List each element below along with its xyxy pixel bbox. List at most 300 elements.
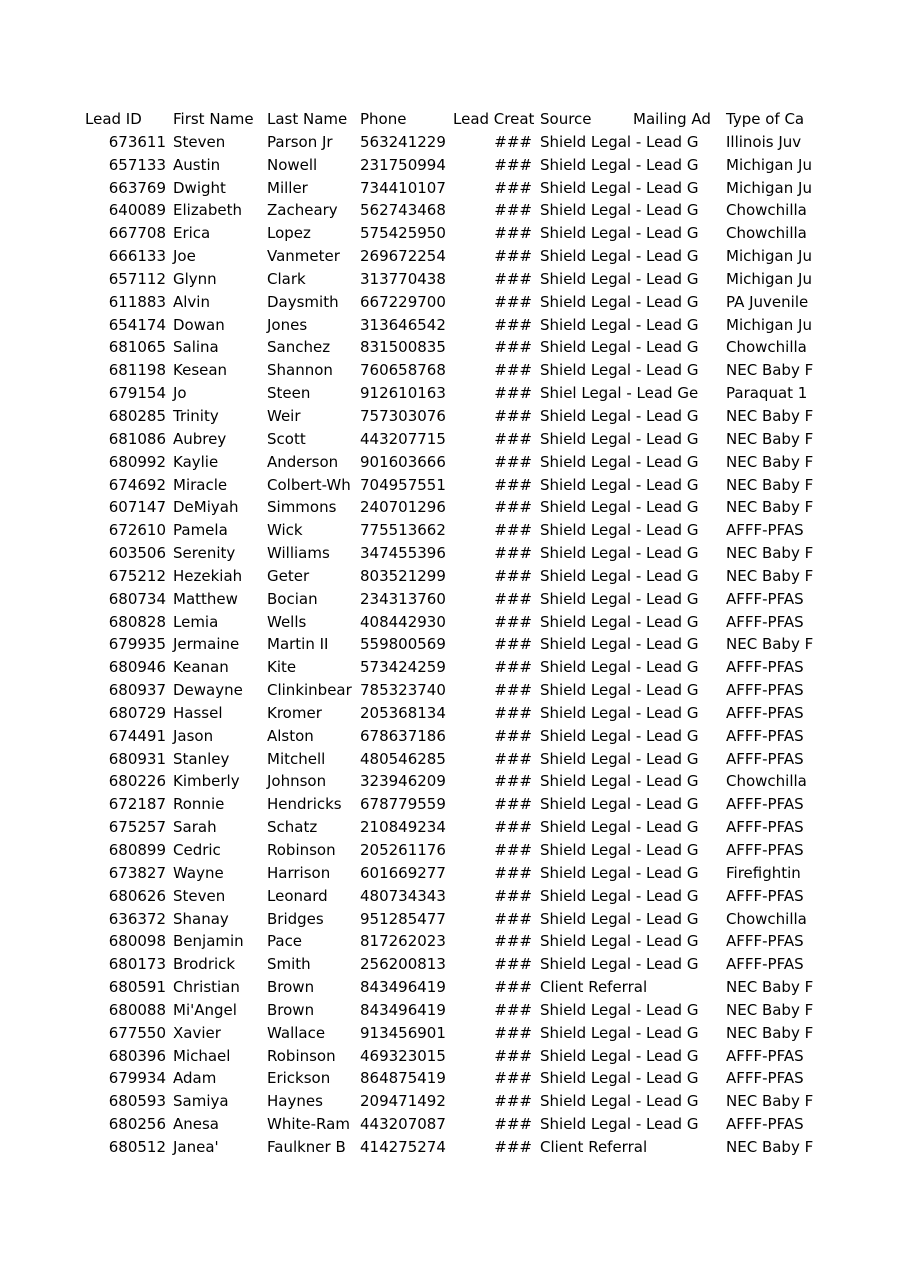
- cell-first-name[interactable]: Kaylie: [173, 452, 219, 471]
- cell-lead-created[interactable]: ###: [494, 384, 532, 403]
- cell-first-name[interactable]: Steven: [173, 886, 226, 905]
- cell-first-name[interactable]: Serenity: [173, 544, 236, 563]
- cell-lead-created[interactable]: ###: [494, 772, 532, 791]
- cell-first-name[interactable]: Elizabeth: [173, 201, 243, 220]
- cell-first-name[interactable]: Dewayne: [173, 681, 243, 700]
- cell-last-name[interactable]: Johnson: [267, 772, 327, 791]
- cell-phone[interactable]: 831500835: [360, 338, 446, 357]
- cell-source[interactable]: Shield Legal - Lead G: [540, 703, 699, 722]
- cell-source[interactable]: Shield Legal - Lead G: [540, 841, 699, 859]
- cell-lead-created[interactable]: ###: [494, 1000, 532, 1019]
- cell-lead-id[interactable]: 680828: [108, 612, 166, 631]
- cell-last-name[interactable]: Miller: [267, 178, 308, 197]
- cell-phone[interactable]: 760658768: [360, 361, 446, 380]
- cell-last-name[interactable]: Nowell: [267, 155, 318, 174]
- cell-first-name[interactable]: Janea': [173, 1137, 219, 1156]
- cell-first-name[interactable]: Adam: [173, 1069, 217, 1088]
- cell-first-name[interactable]: Jermaine: [173, 635, 240, 654]
- cell-type-of-case[interactable]: NEC Baby F: [726, 978, 814, 997]
- cell-first-name[interactable]: Keanan: [173, 658, 229, 677]
- cell-first-name[interactable]: Pamela: [173, 521, 228, 540]
- cell-lead-created[interactable]: ###: [494, 544, 532, 563]
- cell-type-of-case[interactable]: NEC Baby F: [726, 452, 814, 471]
- cell-first-name[interactable]: Erica: [173, 224, 211, 243]
- cell-first-name[interactable]: Dwight: [173, 178, 226, 197]
- cell-type-of-case[interactable]: AFFF-PFAS: [726, 521, 804, 540]
- cell-lead-created[interactable]: ###: [494, 269, 532, 288]
- cell-first-name[interactable]: Jo: [173, 384, 187, 403]
- cell-phone[interactable]: 205261176: [360, 841, 446, 859]
- cell-source[interactable]: Shield Legal - Lead G: [540, 726, 699, 745]
- cell-lead-created[interactable]: ###: [494, 315, 532, 334]
- column-header-lead-id[interactable]: Lead ID: [85, 110, 142, 128]
- cell-source[interactable]: Shield Legal - Lead G: [540, 452, 699, 471]
- cell-type-of-case[interactable]: AFFF-PFAS: [726, 612, 804, 631]
- cell-last-name[interactable]: Mitchell: [267, 749, 326, 768]
- cell-type-of-case[interactable]: AFFF-PFAS: [726, 681, 804, 700]
- cell-lead-id[interactable]: 680626: [108, 886, 166, 905]
- cell-type-of-case[interactable]: Chowchilla: [726, 909, 807, 928]
- cell-type-of-case[interactable]: AFFF-PFAS: [726, 932, 804, 951]
- cell-lead-created[interactable]: ###: [494, 681, 532, 700]
- cell-phone[interactable]: 913456901: [360, 1023, 446, 1042]
- cell-first-name[interactable]: Steven: [173, 132, 226, 151]
- cell-phone[interactable]: 443207715: [360, 429, 446, 448]
- cell-lead-id[interactable]: 603506: [108, 544, 166, 563]
- cell-source[interactable]: Shield Legal - Lead G: [540, 818, 699, 837]
- cell-last-name[interactable]: Kromer: [267, 703, 322, 722]
- cell-phone[interactable]: 480734343: [360, 886, 446, 905]
- cell-type-of-case[interactable]: NEC Baby F: [726, 406, 814, 425]
- cell-lead-id[interactable]: 672187: [108, 795, 166, 814]
- cell-lead-id[interactable]: 681065: [108, 338, 166, 357]
- cell-lead-created[interactable]: ###: [494, 863, 532, 882]
- cell-source[interactable]: Shield Legal - Lead G: [540, 269, 699, 288]
- cell-first-name[interactable]: Sarah: [173, 818, 217, 837]
- cell-phone[interactable]: 231750994: [360, 155, 446, 174]
- cell-lead-created[interactable]: ###: [494, 452, 532, 471]
- cell-phone[interactable]: 469323015: [360, 1046, 446, 1065]
- cell-type-of-case[interactable]: NEC Baby F: [726, 475, 814, 494]
- cell-phone[interactable]: 313770438: [360, 269, 446, 288]
- cell-last-name[interactable]: Wick: [267, 521, 303, 540]
- cell-source[interactable]: Shield Legal - Lead G: [540, 749, 699, 768]
- cell-type-of-case[interactable]: AFFF-PFAS: [726, 703, 804, 722]
- cell-type-of-case[interactable]: Firefightin: [726, 863, 801, 882]
- cell-first-name[interactable]: Benjamin: [173, 932, 244, 951]
- cell-phone[interactable]: 757303076: [360, 406, 446, 425]
- cell-last-name[interactable]: Clark: [267, 269, 306, 288]
- cell-first-name[interactable]: Hezekiah: [173, 566, 243, 585]
- cell-lead-id[interactable]: 675212: [108, 566, 166, 585]
- cell-phone[interactable]: 817262023: [360, 932, 446, 951]
- cell-lead-id[interactable]: 674491: [108, 726, 166, 745]
- cell-lead-created[interactable]: ###: [494, 566, 532, 585]
- cell-source[interactable]: Shield Legal - Lead G: [540, 795, 699, 814]
- cell-last-name[interactable]: Wallace: [267, 1023, 326, 1042]
- cell-type-of-case[interactable]: Paraquat 1: [726, 384, 808, 403]
- cell-lead-created[interactable]: ###: [494, 1115, 532, 1134]
- cell-last-name[interactable]: Weir: [267, 406, 301, 425]
- cell-first-name[interactable]: Glynn: [173, 269, 217, 288]
- cell-lead-id[interactable]: 680256: [108, 1115, 166, 1134]
- cell-phone[interactable]: 775513662: [360, 521, 446, 540]
- cell-first-name[interactable]: Cedric: [173, 841, 221, 859]
- cell-phone[interactable]: 951285477: [360, 909, 446, 928]
- cell-lead-created[interactable]: ###: [494, 955, 532, 974]
- cell-last-name[interactable]: Pace: [267, 932, 303, 951]
- cell-first-name[interactable]: Austin: [173, 155, 221, 174]
- cell-first-name[interactable]: Ronnie: [173, 795, 225, 814]
- cell-source[interactable]: Shield Legal - Lead G: [540, 544, 699, 563]
- cell-source[interactable]: Shield Legal - Lead G: [540, 1023, 699, 1042]
- cell-lead-created[interactable]: ###: [494, 612, 532, 631]
- cell-lead-created[interactable]: ###: [494, 338, 532, 357]
- cell-lead-id[interactable]: 663769: [108, 178, 166, 197]
- cell-last-name[interactable]: Steen: [267, 384, 311, 403]
- cell-type-of-case[interactable]: NEC Baby F: [726, 544, 814, 563]
- cell-source[interactable]: Shield Legal - Lead G: [540, 521, 699, 540]
- cell-last-name[interactable]: Geter: [267, 566, 310, 585]
- cell-last-name[interactable]: Williams: [267, 544, 330, 563]
- cell-last-name[interactable]: Erickson: [267, 1069, 331, 1088]
- cell-last-name[interactable]: Robinson: [267, 841, 336, 859]
- column-header-phone[interactable]: Phone: [360, 110, 407, 128]
- cell-lead-created[interactable]: ###: [494, 1137, 532, 1156]
- cell-lead-created[interactable]: ###: [494, 361, 532, 380]
- cell-lead-created[interactable]: ###: [494, 429, 532, 448]
- cell-lead-id[interactable]: 657112: [108, 269, 166, 288]
- cell-phone[interactable]: 843496419: [360, 978, 446, 997]
- cell-lead-created[interactable]: ###: [494, 178, 532, 197]
- cell-lead-created[interactable]: ###: [494, 292, 532, 311]
- cell-first-name[interactable]: Lemia: [173, 612, 219, 631]
- cell-type-of-case[interactable]: NEC Baby F: [726, 1092, 814, 1111]
- cell-lead-id[interactable]: 673611: [108, 132, 166, 151]
- cell-lead-created[interactable]: ###: [494, 841, 532, 859]
- cell-source[interactable]: Shield Legal - Lead G: [540, 338, 699, 357]
- cell-lead-created[interactable]: ###: [494, 795, 532, 814]
- cell-lead-created[interactable]: ###: [494, 132, 532, 151]
- cell-lead-created[interactable]: ###: [494, 1069, 532, 1088]
- cell-phone[interactable]: 408442930: [360, 612, 446, 631]
- cell-last-name[interactable]: Haynes: [267, 1092, 323, 1111]
- cell-lead-id[interactable]: 680937: [108, 681, 166, 700]
- cell-first-name[interactable]: Aubrey: [173, 429, 227, 448]
- cell-source[interactable]: Shield Legal - Lead G: [540, 224, 699, 243]
- cell-type-of-case[interactable]: Michigan Ju: [726, 155, 812, 174]
- cell-source[interactable]: Client Referral: [540, 978, 648, 997]
- column-header-type-of-case[interactable]: Type of Ca: [726, 110, 805, 128]
- cell-last-name[interactable]: Brown: [267, 1000, 315, 1019]
- cell-source[interactable]: Shield Legal - Lead G: [540, 201, 699, 220]
- cell-first-name[interactable]: Brodrick: [173, 955, 236, 974]
- cell-lead-id[interactable]: 680098: [108, 932, 166, 951]
- cell-last-name[interactable]: Parson Jr: [267, 132, 333, 151]
- cell-type-of-case[interactable]: AFFF-PFAS: [726, 589, 804, 608]
- cell-source[interactable]: Shield Legal - Lead G: [540, 292, 699, 311]
- column-header-source[interactable]: Source: [540, 110, 592, 128]
- cell-last-name[interactable]: Schatz: [267, 818, 318, 837]
- cell-lead-created[interactable]: ###: [494, 224, 532, 243]
- cell-lead-created[interactable]: ###: [494, 589, 532, 608]
- cell-lead-created[interactable]: ###: [494, 749, 532, 768]
- cell-first-name[interactable]: Mi'Angel: [173, 1000, 237, 1019]
- cell-first-name[interactable]: Xavier: [173, 1023, 221, 1042]
- cell-lead-id[interactable]: 607147: [108, 498, 166, 517]
- cell-lead-created[interactable]: ###: [494, 406, 532, 425]
- column-header-last-name[interactable]: Last Name: [267, 110, 348, 128]
- cell-source[interactable]: Shield Legal - Lead G: [540, 932, 699, 951]
- cell-lead-created[interactable]: ###: [494, 247, 532, 266]
- cell-phone[interactable]: 559800569: [360, 635, 446, 654]
- cell-last-name[interactable]: Daysmith: [267, 292, 339, 311]
- cell-lead-id[interactable]: 680899: [108, 841, 166, 859]
- cell-last-name[interactable]: Shannon: [267, 361, 333, 380]
- cell-type-of-case[interactable]: AFFF-PFAS: [726, 1115, 804, 1134]
- cell-lead-id[interactable]: 680593: [108, 1092, 166, 1111]
- cell-lead-id[interactable]: 675257: [108, 818, 166, 837]
- cell-first-name[interactable]: Jason: [173, 726, 214, 745]
- cell-lead-id[interactable]: 657133: [108, 155, 166, 174]
- cell-type-of-case[interactable]: AFFF-PFAS: [726, 795, 804, 814]
- cell-first-name[interactable]: Dowan: [173, 315, 225, 334]
- cell-type-of-case[interactable]: AFFF-PFAS: [726, 726, 804, 745]
- cell-source[interactable]: Shield Legal - Lead G: [540, 955, 699, 974]
- cell-phone[interactable]: 205368134: [360, 703, 446, 722]
- cell-lead-id[interactable]: 654174: [108, 315, 166, 334]
- cell-last-name[interactable]: Faulkner B: [267, 1137, 346, 1156]
- cell-last-name[interactable]: Lopez: [267, 224, 311, 243]
- cell-phone[interactable]: 785323740: [360, 681, 446, 700]
- cell-phone[interactable]: 573424259: [360, 658, 446, 677]
- cell-type-of-case[interactable]: NEC Baby F: [726, 635, 814, 654]
- cell-phone[interactable]: 912610163: [360, 384, 446, 403]
- cell-source[interactable]: Shield Legal - Lead G: [540, 178, 699, 197]
- cell-lead-created[interactable]: ###: [494, 635, 532, 654]
- cell-type-of-case[interactable]: NEC Baby F: [726, 361, 814, 380]
- cell-type-of-case[interactable]: AFFF-PFAS: [726, 749, 804, 768]
- cell-lead-created[interactable]: ###: [494, 498, 532, 517]
- cell-phone[interactable]: 562743468: [360, 201, 446, 220]
- cell-source[interactable]: Shield Legal - Lead G: [540, 247, 699, 266]
- cell-first-name[interactable]: Miracle: [173, 475, 228, 494]
- cell-phone[interactable]: 209471492: [360, 1092, 446, 1111]
- cell-last-name[interactable]: Sanchez: [267, 338, 331, 357]
- cell-source[interactable]: Shield Legal - Lead G: [540, 1046, 699, 1065]
- cell-lead-created[interactable]: ###: [494, 521, 532, 540]
- cell-first-name[interactable]: Shanay: [173, 909, 229, 928]
- cell-first-name[interactable]: Matthew: [173, 589, 238, 608]
- cell-source[interactable]: Shield Legal - Lead G: [540, 589, 699, 608]
- cell-lead-created[interactable]: ###: [494, 475, 532, 494]
- cell-first-name[interactable]: Hassel: [173, 703, 223, 722]
- cell-lead-id[interactable]: 680226: [108, 772, 166, 791]
- cell-lead-id[interactable]: 636372: [108, 909, 166, 928]
- cell-first-name[interactable]: Christian: [173, 978, 240, 997]
- cell-lead-id[interactable]: 674692: [108, 475, 166, 494]
- cell-phone[interactable]: 480546285: [360, 749, 446, 768]
- cell-type-of-case[interactable]: NEC Baby F: [726, 1000, 814, 1019]
- cell-source[interactable]: Client Referral: [540, 1137, 648, 1156]
- cell-source[interactable]: Shield Legal - Lead G: [540, 498, 699, 517]
- cell-phone[interactable]: 323946209: [360, 772, 446, 791]
- cell-source[interactable]: Shield Legal - Lead G: [540, 909, 699, 928]
- cell-lead-id[interactable]: 680591: [108, 978, 166, 997]
- column-header-mailing-address[interactable]: Mailing Ad: [633, 110, 711, 128]
- cell-lead-created[interactable]: ###: [494, 1023, 532, 1042]
- cell-last-name[interactable]: Hendricks: [267, 795, 342, 814]
- cell-phone[interactable]: 704957551: [360, 475, 446, 494]
- cell-type-of-case[interactable]: Illinois Juv: [726, 132, 802, 151]
- cell-source[interactable]: Shield Legal - Lead G: [540, 635, 699, 654]
- cell-source[interactable]: Shield Legal - Lead G: [540, 772, 699, 791]
- cell-first-name[interactable]: Salina: [173, 338, 219, 357]
- cell-type-of-case[interactable]: AFFF-PFAS: [726, 841, 804, 859]
- cell-source[interactable]: Shield Legal - Lead G: [540, 475, 699, 494]
- cell-lead-id[interactable]: 672610: [108, 521, 166, 540]
- cell-first-name[interactable]: Alvin: [173, 292, 210, 311]
- cell-type-of-case[interactable]: AFFF-PFAS: [726, 818, 804, 837]
- cell-lead-created[interactable]: ###: [494, 978, 532, 997]
- cell-last-name[interactable]: Bocian: [267, 589, 318, 608]
- cell-lead-id[interactable]: 677550: [108, 1023, 166, 1042]
- cell-last-name[interactable]: Robinson: [267, 1046, 336, 1065]
- cell-type-of-case[interactable]: NEC Baby F: [726, 566, 814, 585]
- cell-source[interactable]: Shield Legal - Lead G: [540, 681, 699, 700]
- cell-last-name[interactable]: Vanmeter: [267, 247, 340, 266]
- cell-lead-created[interactable]: ###: [494, 155, 532, 174]
- cell-phone[interactable]: 240701296: [360, 498, 446, 517]
- cell-last-name[interactable]: White-Ram: [267, 1115, 350, 1134]
- cell-phone[interactable]: 601669277: [360, 863, 446, 882]
- cell-lead-created[interactable]: ###: [494, 703, 532, 722]
- cell-last-name[interactable]: Leonard: [267, 886, 328, 905]
- cell-lead-id[interactable]: 679154: [108, 384, 166, 403]
- cell-first-name[interactable]: Michael: [173, 1046, 231, 1065]
- cell-source[interactable]: Shield Legal - Lead G: [540, 315, 699, 334]
- cell-last-name[interactable]: Clinkinbear: [267, 681, 352, 700]
- cell-first-name[interactable]: Stanley: [173, 749, 230, 768]
- cell-source[interactable]: Shield Legal - Lead G: [540, 1092, 699, 1111]
- cell-phone[interactable]: 864875419: [360, 1069, 446, 1088]
- cell-lead-id[interactable]: 680729: [108, 703, 166, 722]
- cell-phone[interactable]: 803521299: [360, 566, 446, 585]
- cell-lead-created[interactable]: ###: [494, 818, 532, 837]
- cell-lead-created[interactable]: ###: [494, 726, 532, 745]
- cell-source[interactable]: Shield Legal - Lead G: [540, 886, 699, 905]
- cell-source[interactable]: Shield Legal - Lead G: [540, 1000, 699, 1019]
- cell-phone[interactable]: 443207087: [360, 1115, 446, 1134]
- cell-type-of-case[interactable]: NEC Baby F: [726, 1137, 814, 1156]
- column-header-first-name[interactable]: First Name: [173, 110, 254, 128]
- cell-first-name[interactable]: Trinity: [173, 406, 219, 425]
- cell-type-of-case[interactable]: AFFF-PFAS: [726, 955, 804, 974]
- cell-type-of-case[interactable]: Michigan Ju: [726, 178, 812, 197]
- cell-type-of-case[interactable]: AFFF-PFAS: [726, 1069, 804, 1088]
- cell-last-name[interactable]: Brown: [267, 978, 315, 997]
- cell-last-name[interactable]: Anderson: [267, 452, 339, 471]
- cell-last-name[interactable]: Jones: [267, 315, 308, 334]
- cell-lead-id[interactable]: 681198: [108, 361, 166, 380]
- cell-lead-created[interactable]: ###: [494, 909, 532, 928]
- cell-source[interactable]: Shield Legal - Lead G: [540, 863, 699, 882]
- cell-lead-id[interactable]: 680285: [108, 406, 166, 425]
- cell-source[interactable]: Shield Legal - Lead G: [540, 1069, 699, 1088]
- cell-lead-id[interactable]: 611883: [108, 292, 166, 311]
- cell-first-name[interactable]: Kimberly: [173, 772, 240, 791]
- cell-lead-id[interactable]: 680396: [108, 1046, 166, 1065]
- cell-phone[interactable]: 313646542: [360, 315, 446, 334]
- cell-phone[interactable]: 256200813: [360, 955, 446, 974]
- cell-lead-id[interactable]: 680173: [108, 955, 166, 974]
- cell-last-name[interactable]: Simmons: [267, 498, 337, 517]
- cell-lead-created[interactable]: ###: [494, 886, 532, 905]
- cell-source[interactable]: Shield Legal - Lead G: [540, 132, 699, 151]
- cell-phone[interactable]: 667229700: [360, 292, 446, 311]
- cell-type-of-case[interactable]: Chowchilla: [726, 224, 807, 243]
- cell-first-name[interactable]: Samiya: [173, 1092, 229, 1111]
- cell-phone[interactable]: 563241229: [360, 132, 446, 151]
- cell-type-of-case[interactable]: AFFF-PFAS: [726, 886, 804, 905]
- cell-lead-id[interactable]: 673827: [108, 863, 166, 882]
- cell-source[interactable]: Shield Legal - Lead G: [540, 566, 699, 585]
- cell-last-name[interactable]: Harrison: [267, 863, 331, 882]
- cell-last-name[interactable]: Scott: [267, 429, 306, 448]
- cell-type-of-case[interactable]: Michigan Ju: [726, 269, 812, 288]
- cell-last-name[interactable]: Martin II: [267, 635, 329, 654]
- cell-lead-id[interactable]: 681086: [108, 429, 166, 448]
- cell-type-of-case[interactable]: Chowchilla: [726, 201, 807, 220]
- cell-lead-id[interactable]: 680088: [108, 1000, 166, 1019]
- cell-phone[interactable]: 414275274: [360, 1137, 446, 1156]
- cell-last-name[interactable]: Wells: [267, 612, 307, 631]
- cell-lead-id[interactable]: 666133: [108, 247, 166, 266]
- column-header-lead-created[interactable]: Lead Creat: [453, 110, 535, 128]
- cell-source[interactable]: Shield Legal - Lead G: [540, 429, 699, 448]
- cell-last-name[interactable]: Alston: [267, 726, 314, 745]
- cell-lead-id[interactable]: 680512: [108, 1137, 166, 1156]
- cell-phone[interactable]: 234313760: [360, 589, 446, 608]
- cell-first-name[interactable]: Wayne: [173, 863, 224, 882]
- cell-last-name[interactable]: Colbert-Wh: [267, 475, 351, 494]
- cell-last-name[interactable]: Bridges: [267, 909, 324, 928]
- cell-phone[interactable]: 901603666: [360, 452, 446, 471]
- cell-type-of-case[interactable]: Chowchilla: [726, 772, 807, 791]
- cell-type-of-case[interactable]: NEC Baby F: [726, 1023, 814, 1042]
- cell-lead-id[interactable]: 640089: [108, 201, 166, 220]
- cell-first-name[interactable]: Joe: [173, 247, 196, 266]
- cell-lead-id[interactable]: 667708: [108, 224, 166, 243]
- cell-last-name[interactable]: Smith: [267, 955, 311, 974]
- cell-lead-created[interactable]: ###: [494, 932, 532, 951]
- cell-source[interactable]: Shield Legal - Lead G: [540, 361, 699, 380]
- cell-phone[interactable]: 210849234: [360, 818, 446, 837]
- cell-type-of-case[interactable]: Chowchilla: [726, 338, 807, 357]
- cell-source[interactable]: Shield Legal - Lead G: [540, 1115, 699, 1134]
- cell-phone[interactable]: 678637186: [360, 726, 446, 745]
- cell-source[interactable]: Shield Legal - Lead G: [540, 612, 699, 631]
- cell-lead-created[interactable]: ###: [494, 1092, 532, 1111]
- cell-type-of-case[interactable]: NEC Baby F: [726, 429, 814, 448]
- cell-last-name[interactable]: Kite: [267, 658, 297, 677]
- cell-source[interactable]: Shield Legal - Lead G: [540, 155, 699, 174]
- cell-source[interactable]: Shield Legal - Lead G: [540, 406, 699, 425]
- cell-type-of-case[interactable]: Michigan Ju: [726, 315, 812, 334]
- cell-phone[interactable]: 843496419: [360, 1000, 446, 1019]
- cell-lead-created[interactable]: ###: [494, 1046, 532, 1065]
- cell-phone[interactable]: 678779559: [360, 795, 446, 814]
